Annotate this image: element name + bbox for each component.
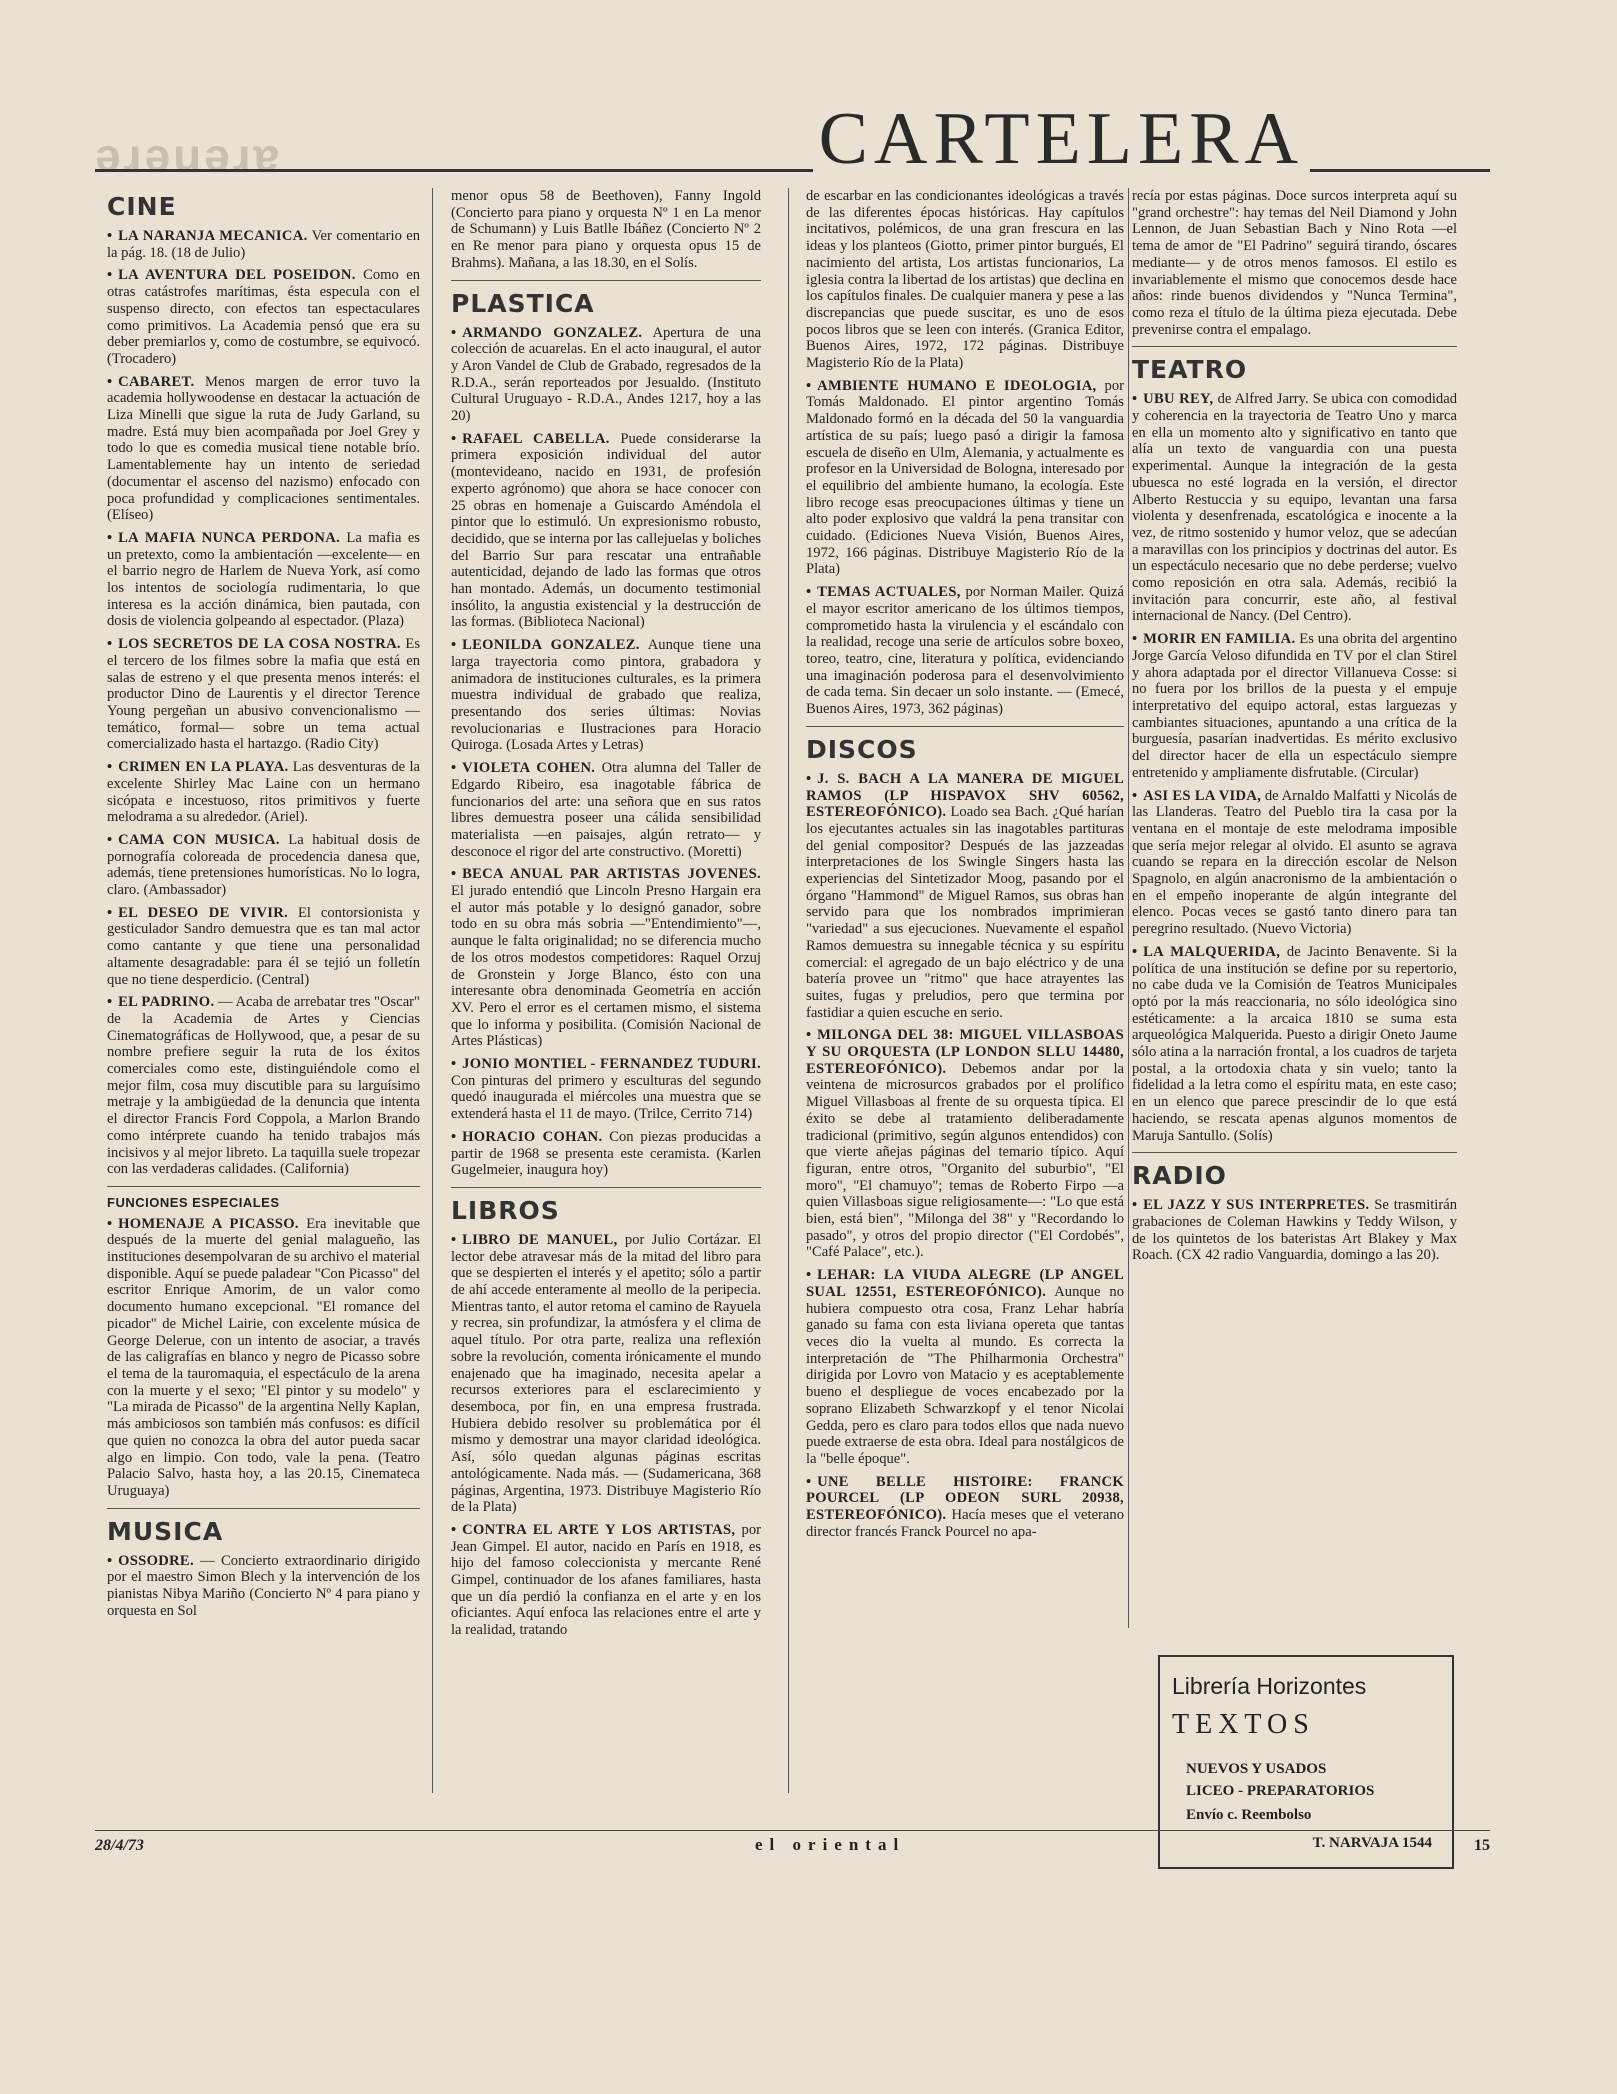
listing-title: CAMA CON MUSICA. <box>118 831 280 848</box>
column-4 <box>1132 188 1457 1793</box>
listing-item <box>1132 1197 1457 1264</box>
bullet-icon: • <box>451 1128 457 1145</box>
bleed-through-text: ǝɹǝuǝɹɐ <box>95 129 283 181</box>
ad-line: Envío c. Reembolso <box>1186 1807 1312 1823</box>
section-divider <box>107 1186 420 1187</box>
bullet-icon: • <box>806 584 812 601</box>
listing-title: LEHAR: LA VIUDA ALEGRE (LP ANGEL SUAL 12551, ESTEREOFÓNICO). <box>806 1267 1124 1300</box>
column-3 <box>806 188 1124 1793</box>
bullet-icon: • <box>806 377 812 394</box>
listing-title: MILONGA DEL 38: MIGUEL VILLASBOAS Y SU ORQUESTA (LP LONDON SLLU 14480, ESTEREOFÓNICO). <box>806 1027 1124 1077</box>
bullet-icon: • <box>451 430 457 447</box>
column-divider <box>1128 188 1129 1628</box>
section-heading-cine: CINE <box>107 192 177 221</box>
listing-item <box>451 866 761 1050</box>
listing-text: El jurado entendió que Lincoln Presno Hargain era el autor más potable y lo designó ganador, sobre todo en su obra más sobria —"Entendimiento"—, aunque le falta originalidad; no se diferencia mucho de los otros modestos competidores: Raquel Orzuj de Gronstein y Jorge Blanco, ésto con una interesante obra denominada Geometría en acción XV. Pero el error es el certamen mismo, el sistema que lo informa y posibilita. (Comisión Nacional de Artes Plásticas) <box>451 883 761 1050</box>
section-heading-radio: RADIO <box>1132 1161 1227 1191</box>
listing-title: J. S. BACH A LA MANERA DE MIGUEL RAMOS (LP HISPAVOX SHV 60562, ESTEREOFÓNICO). <box>806 770 1124 821</box>
listing-item <box>806 1027 1124 1261</box>
bullet-icon: • <box>107 1552 113 1569</box>
listing-item <box>451 1232 761 1516</box>
listing-text: por Julio Cortázar. El lector debe atravesar más de la mitad del libro para que se despierten el interés y el apetito; sólo a partir de ahí accede enteramente al meollo de la peripecia. Mientras tanto, el autor retoma el camino de Rayuela y recrea, sin profundizar, la atmósfera y el clima de aquel título. Por otra parte, realiza una reflexión sobre la revolución, comenta irónicamente el mundo enajenado que ha imaginado, necesita apelar a recursos exteriores para el esclarecimiento y desemboca, por fin, en una empresa frustrada. Hubiera debido resolver su problemática por él mismo y demostrar una mayor claridad ideológica. Así, sólo quedan algunas páginas escritas antológicamente. Nada más. — (Sudamericana, 368 páginas, Argentina, 1973. Distribuye Magisterio Río de la Plata) <box>451 1231 761 1516</box>
bullet-icon: • <box>107 831 113 848</box>
section-divider <box>1132 1152 1457 1153</box>
funciones-list <box>107 1216 420 1500</box>
section-divider <box>451 280 761 281</box>
listing-text: de Alfred Jarry. Se ubica con comodidad y coherencia en la trayectoria de Teatro Uno y marca en ella un momento alto y significativo en tanto que alía un texto de vanguardia con una puesta experimental. Aunque la integración de la gesta ubuesca no esté lograda en la versión, el director Alberto Restuccia y su equipo, levantan una farsa violenta y desenfrenada, escatológica e inocente a la vez, de ritmo sostenido y humor veloz, que se adecúan a maravillas con los principios y doctrinas del autor. Es un espectáculo necesario que no debe perderse; vuelvo como reposición en otra sala. Además, recibió la invitación para concurrir, este año, al festival internacional de Nancy. (Del Centro). <box>1132 391 1457 625</box>
listing-text: Aunque no hubiera compuesto otra cosa, Franz Lehar habría ganado su fama con esta liviana opereta que tantas veces dio la vuelta al mundo. Es correcta la interpretación de "The Philharmonia Orchestra" dirigida por Lovro von Matacio y es aceptablemente bueno el despliegue de voces encabezado por la soprano Elizabeth Schwarzkopf y el tenor Nicolai Gedda, pero es claro para todos ellos que nada nuevo puede extraerse de esta obra. Ideal para nostálgicos de la "belle époque". <box>806 1283 1124 1467</box>
section-heading-teatro: TEATRO <box>1132 355 1248 385</box>
page-number: 15 <box>1474 1837 1490 1854</box>
listing-text: Apertura de una colección de acuarelas. En el acto inaugural, el autor y Aron Vandel de Club de Grabado, regresados de la R.D.A., serán reporteados por Jesualdo. (Instituto Cultural Uruguayo - R.D.A., Andes 1217, hoy a las 20) <box>451 324 761 425</box>
listing-item <box>451 760 761 860</box>
listing-item <box>107 267 420 367</box>
column-divider <box>432 188 433 1793</box>
listing-title: HOMENAJE A PICASSO. <box>118 1215 299 1232</box>
listing-title: TEMAS ACTUALES, <box>817 584 961 601</box>
listing-title: RAFAEL CABELLA. <box>462 430 610 447</box>
listing-text: Aunque tiene una larga trayectoria como pintora, grabadora y animadora de instituciones culturales, es la primera muestra individual de grabado que realiza, presentando dos series últimas: Novias revolucionarias e Ilustraciones para Horacio Quiroga. (Losada Artes y Letras) <box>451 637 761 754</box>
listing-title: BECA ANUAL PAR ARTISTAS JOVENES. <box>462 866 761 883</box>
section-divider <box>451 1187 761 1188</box>
listing-item <box>806 771 1124 1022</box>
musica-list <box>107 1553 420 1620</box>
bullet-icon: • <box>107 529 113 546</box>
bullet-icon: • <box>1132 787 1138 804</box>
discos-list <box>806 771 1124 1541</box>
bullet-icon: • <box>806 1267 812 1284</box>
bullet-icon: • <box>1132 631 1138 648</box>
section-heading-plastica: PLASTICA <box>451 288 595 318</box>
section-heading-discos: DISCOS <box>806 734 918 764</box>
listing-text: de Jacinto Benavente. Si la política de una institución se define por su repertorio, no cabe duda ve la Comisión de Teatros Municipales optó por la más reaccionaria, no sólo ideológica sino estéticamente: a la arcaica 1810 se suma esta arqueológica Malquerida. Puesto a dirigir Oneto Jaume sólo atina a la narración frontal, a los cuadros de tarjeta postal, a la ortodoxia chata y sin vuelo; tanto la fidelidad a la letra como el espíritu mata, en este caso; en un elenco que parece prescindir de lo que está haciendo, se rescata apenas algunos momentos de Maruja Santullo. (Solís) <box>1132 943 1457 1144</box>
listing-text: Ver comentario en la pág. 18. (18 de Julio) <box>107 228 420 261</box>
libros-continuation: de escarbar en las condicionantes ideológicas a través de las diferentes épocas históricas. Hay capítulos incitativos, polémicos, de una gran frescura en las ideas y los planteos (Giotto, primer pintor burgués, El nacimiento del artista, Los artistas funcionarios, La iglesia contra la libertad de los artistas) que declina en los capítulos finales. De cualquier manera y pese a las discrepancias que puede suscitar, es uno de esos pocos libros que se leen con interés. (Granica Editor, Buenos Aires, 1972, 172 páginas. Distribuye Magisterio Río de la Plata) <box>806 188 1124 372</box>
listing-title: JONIO MONTIEL - FERNANDEZ TUDURI. <box>462 1056 761 1073</box>
listing-text: Otra alumna del Taller de Edgardo Ribeiro, esa inagotable fábrica de funcionarios del arte: una señora que en sus ratos libres demuestra poseer una cálida sensibilidad materialista —en paisajes, algún retrato— y desconoce el rigor del arte constructivo. (Moretti) <box>451 760 761 860</box>
listing-text: Hacía meses que el veterano director francés Franck Pourcel no apa- <box>806 1507 1124 1540</box>
listing-item <box>1132 391 1457 625</box>
listing-title: ARMANDO GONZALEZ. <box>462 324 643 341</box>
listing-item <box>1132 631 1457 781</box>
column-divider <box>788 188 789 1793</box>
discos-continuation: recía por estas páginas. Doce surcos interpreta aquí su "grand orchestre": hay temas del Neil Diamond y John Lennon, de Juan Sebastian Bach y Nino Rota —el tema de amor de "El Padrino" seguirá tirando, óscares mediante— y de otros menos famosos. El estilo es invariablemente el mismo que conocemos desde hace años: rinde buenos dividendos y "Nunca Termina", como reza el título de la última pieza ejecutada. Debe prevenirse contra el empalago. <box>1132 188 1457 338</box>
listing-item <box>451 325 761 425</box>
listing-text: por Jean Gimpel. El autor, nacido en París en 1918, es hijo del famoso coleccionista y mercante René Gimpel, continuador de los afanes familiares, hasta que un día perdió la confianza en el arte y en los oficiantes. Aquí enfoca las relaciones entre el arte y la realidad, tratando <box>451 1521 761 1639</box>
listing-text: Con pinturas del primero y esculturas del segundo quedó inaugurada el miércoles una muestra que se extenderá hasta el 11 de mayo. (Trilce, Cerrito 714) <box>451 1072 761 1123</box>
bullet-icon: • <box>1132 943 1138 960</box>
section-heading-libros: LIBROS <box>451 1195 560 1225</box>
bullet-icon: • <box>451 1056 457 1073</box>
bullet-icon: • <box>107 1215 113 1232</box>
listing-title: EL PADRINO. <box>118 994 215 1011</box>
listing-item <box>107 1553 420 1620</box>
listing-text: Es una obrita del argentino Jorge García Veloso difundida en TV por el clan Stirel y ahora adaptada por el director Villanueva Cosse: si no fuera por los brillos de la puesta y el empuje interpretativo del equipo actoral, estas larguezas y cambiantes situaciones, apuntando a una crítica de la burguesía, pasarían inadvertidas. Es mérito exclusivo del director hacer de ella un espectáculo siempre entretenido y ampliamente disfrutable. (Circular) <box>1132 631 1457 781</box>
bullet-icon: • <box>451 1521 457 1538</box>
musica-continuation: menor opus 58 de Beethoven), Fanny Ingold (Concierto para piano y orquesta Nº 1 en La menor de Schumann) y Luis Batlle Ibáñez (Concierto Nº 2 en Re menor para piano y orquesta opus 15 de Brahms). Mañana, a las 18.30, en el Solís. <box>451 188 761 271</box>
bullet-icon: • <box>451 1231 457 1248</box>
listing-title: CRIMEN EN LA PLAYA. <box>118 759 289 776</box>
bullet-icon: • <box>1132 1197 1138 1214</box>
column-2 <box>451 188 761 1793</box>
listing-title: LA AVENTURA DEL POSEIDON. <box>118 267 356 284</box>
listing-title: CABARET. <box>118 373 195 390</box>
listing-title: EL JAZZ Y SUS INTERPRETES. <box>1143 1197 1370 1214</box>
listing-item <box>451 1522 761 1639</box>
bullet-icon: • <box>107 759 113 776</box>
listing-title: LA MALQUERIDA, <box>1143 943 1281 960</box>
listing-text: Las desventuras de la excelente Shirley Mac Laine con un hermano sicópata e incestuoso, ritos primitivos y fuerte melodrama a su alrededor. (Ariel). <box>107 759 420 826</box>
ad-line: LICEO - PREPARATORIOS <box>1186 1783 1375 1799</box>
listing-item <box>1132 788 1457 938</box>
listing-title: ASI ES LA VIDA, <box>1143 787 1262 804</box>
bullet-icon: • <box>451 760 457 777</box>
listing-title: OSSODRE. <box>118 1552 194 1569</box>
section-divider <box>806 726 1124 727</box>
listing-item <box>1132 944 1457 1144</box>
listing-item <box>107 636 420 753</box>
listing-item <box>107 228 420 261</box>
listing-item <box>451 637 761 754</box>
listing-item <box>451 1056 761 1123</box>
bullet-icon: • <box>806 1027 812 1044</box>
listing-item <box>107 1216 420 1500</box>
bullet-icon: • <box>107 636 113 653</box>
ad-line: NUEVOS Y USADOS <box>1186 1761 1327 1777</box>
plastica-list <box>451 325 761 1179</box>
listing-title: LA NARANJA MECANICA. <box>118 228 308 244</box>
listing-item <box>806 584 1124 718</box>
listing-item <box>806 1474 1124 1541</box>
section-divider <box>107 1508 420 1509</box>
page-title: CARTELERA <box>813 100 1310 178</box>
listing-text: de Arnaldo Malfatti y Nicolás de las Llanderas. Teatro del Pueblo tira la casa por la ventana en el montaje de este melodrama imposible que sería mejor relegar al olvido. El asunto se agrava cuando se repara en la dirección escolar de Nelson Spagnolo, en algún anacronismo de la ambientación o en el empeño inoperante de algún integrante del elenco. Pocas veces se gastó tanto dinero para tan peregrino resultado. (Nuevo Victoria) <box>1132 787 1457 938</box>
listing-title: LEONILDA GONZALEZ. <box>462 637 640 654</box>
column-1 <box>107 188 420 1793</box>
radio-list <box>1132 1197 1457 1264</box>
listing-text: Es el tercero de los filmes sobre la mafia que está en salas de estreno y el que presenta menos interés: el productor Dino de Laurentis y el director Terence Young pergeñan un abusivo convencionalismo —temático, formal— sobre un tema actual comercializado hasta el hartazgo. (Radio City) <box>107 636 420 753</box>
listing-text: — Acaba de arrebatar tres "Oscar" de la Academia de Artes y Ciencias Cinematográficas de Hollywood, que, a pesar de su nombre prefiere seguir la ruta de los éxitos comerciales como este, distinguiéndole como el mejor film, cosa muy discutible para su larguísimo metraje y la ambigüedad de la denuncia que intenta el director Francis Ford Coppola, a Marlon Brando como intérprete cuando ha tenido trabajos más incisivos y al mejor libreto. La taquilla suele tropezar con las verdaderas calidades. (California) <box>107 994 420 1178</box>
teatro-list <box>1132 391 1457 1144</box>
issue-date: 28/4/73 <box>95 1837 144 1854</box>
listing-text: por Norman Mailer. Quizá el mayor escritor americano de los últimos tiempos, comprometido hasta la virulencia y el escándalo con la realidad, recoge una serie de artículos sobre boxeo, toreo, teatro, cine, literatura y política, evidenciando una imaginación poderosa para el desenvolvimiento de cada tema. Sin decaer un solo instante. — (Emecé, Buenos Aires, 1973, 362 páginas) <box>806 584 1124 718</box>
section-divider <box>1132 346 1457 347</box>
bullet-icon: • <box>806 770 812 787</box>
listing-title: LA MAFIA NUNCA PERDONA. <box>118 529 341 546</box>
listing-text: Con piezas producidas a partir de 1968 se presenta este ceramista. (Karlen Gugelmeier, inaugura hoy) <box>451 1128 761 1179</box>
listing-title: UNE BELLE HISTOIRE: FRANCK POURCEL (LP ODEON SURL 20938, ESTEREOFÓNICO). <box>806 1473 1124 1524</box>
bullet-icon: • <box>451 637 457 654</box>
listing-item <box>451 1129 761 1179</box>
masthead <box>95 98 1490 181</box>
listing-title: LOS SECRETOS DE LA COSA NOSTRA. <box>118 636 401 653</box>
listing-title: LIBRO DE MANUEL, <box>462 1231 618 1248</box>
ad-headline: TEXTOS <box>1172 1709 1315 1740</box>
listing-text: Loado sea Bach. ¿Qué harían los ejecutantes actuales sin las inagotables partituras del genial compositor? Después de las jazzeadas interpretaciones de los Swingle Singers hasta las experiencias del Sintetizador Moog, pasando por el órgano "Hammond" de Miguel Ramos, sus obras han servido para que los nombrados imprimieran "variedad" a sus ejecuciones. Nuevamente el español Ramos demuestra su innegable técnica y su espíritu comercial: el agregado de un bajo eléctrico y de una batería provee un "ritmo" que hace atrayentes las suites, fugas y preludios, pero que termina por fastidiar a quien escuche en serio. <box>806 804 1124 1021</box>
listing-text: — Concierto extraordinario dirigido por el maestro Simon Blech y la intervención de los pianistas Nibya Mariño (Concierto Nº 4 para piano y orquesta en Sol <box>107 1552 420 1619</box>
bullet-icon: • <box>107 267 113 284</box>
listing-text: La mafia es un pretexto, como la ambientación —excelente— en el barrio negro de Harlem de Nueva York, así como los intentos de sociología rudimentaria, lo que interesa es la acción dinámica, bien pautada, con dosis de violencia golpeando al espectador. (Plaza) <box>107 529 420 630</box>
listing-item <box>451 431 761 631</box>
ad-address: T. NARVAJA 1544 <box>1312 1835 1432 1851</box>
listing-item <box>107 994 420 1178</box>
listing-text: por Tomás Maldonado. El pintor argentino Tomás Maldonado formó en la década del 50 la vanguardia artística de su país; luego pasó a dirigir la famosa escuela de diseño en Ulm, Alemania, y actualmente es profesor en la Universidad de Bologna, interesado por el equilibrio del ambiente humano, la ecología. Este libro recoge esas preocupaciones últimas y tiene un alto poder explosivo que valdrá la pena transitar con cuidado. (Ediciones Nueva Visión, Buenos Aires, 1972, 166 páginas. Distribuye Magisterio Río de la Plata) <box>806 377 1124 578</box>
bullet-icon: • <box>107 904 113 921</box>
listing-title: CONTRA EL ARTE Y LOS ARTISTAS, <box>462 1521 736 1538</box>
listing-item <box>806 1267 1124 1467</box>
bullet-icon: • <box>107 373 113 390</box>
listing-text: Puede considerarse la primera exposición individual del autor (montevideano, nacido en 1931, de profesión experto agrónomo) que ahora se hace conocer con 25 obras en homenaje a Guiscardo Améndola el pintor que lo estimuló. Un expresionismo robusto, decidido, que se interna por las callejuelas y boliches del Barrio Sur para rescatar una entrañable autenticidad, dejando de lado las formas que otros han montado. Además, un documento testimonial insólito, la angustia existencial y la destrucción de las formas. (Biblioteca Nacional) <box>451 430 761 631</box>
bullet-icon: • <box>806 1473 812 1490</box>
listing-text: Como en otras catástrofes marítimas, ésta especula con el suspenso directo, con efectos tan espectaculares como primitivos. La Academia pensó que era su deber premiarlos y, como de costumbre, se equivocó. (Trocadero) <box>107 267 420 367</box>
section-heading-musica: MUSICA <box>107 1516 224 1546</box>
libros-list-2 <box>806 378 1124 718</box>
listing-title: EL DESEO DE VIVIR. <box>118 904 289 921</box>
listing-text: Era inevitable que después de la muerte del genial malagueño, las instituciones desempolvaran de su archivo el material disponible. Aquí se puede paladear "Con Picasso" del escritor Enrique Amorim, de un valor como documento humano excepcional. "El romance del picador" de Michel Lairie, con excelente música de George Delerue, con un intento de asociar, a través de las caligrafías en blanco y negro de Picasso sobre el tema de la tauromaquia, el espectáculo de la arena con la muerte y el sexo; "El pintor y su modelo" y "La mirada de Picasso" de la argentina Nelly Kaplan, más ambiciosos son también más confusos: es difícil que quien no conozca la obra del autor pueda sacar algo en limpio. Con todo, vale la pena. (Teatro Palacio Salvo, hasta hoy, a las 20.15, Cinemateca Uruguaya) <box>107 1215 420 1499</box>
listing-text: Se trasmitirán grabaciones de Coleman Hawkins y Teddy Wilson, y de los quintetos de los bateristas Art Blakey y Max Roach. (CX 42 radio Vanguardia, domingo a las 20). <box>1132 1197 1457 1264</box>
listing-title: MORIR EN FAMILIA. <box>1143 631 1296 648</box>
libros-list <box>451 1232 761 1639</box>
listing-title: UBU REY, <box>1143 391 1214 408</box>
listing-title: AMBIENTE HUMANO E IDEOLOGIA, <box>817 377 1097 394</box>
listing-item <box>107 905 420 989</box>
listing-title: HORACIO COHAN. <box>462 1128 603 1145</box>
listing-text: El contorsionista y gesticulador Sandro demuestra que es tan mal actor como cantante y que tiene una personalidad altamente desagradable: para él se tejió un folletín que no tiene desperdicio. (Central) <box>107 904 420 988</box>
listing-text: Menos margen de error tuvo la academia hollywoodense en destacar la actuación de Liza Minelli que sigue la ruta de Judy Garland, su madre. Está muy bien acompañada por Joel Grey y todo lo que es comedia musical tiene notable brío. Lamentablemente hay un intento de seriedad (documentar el ascenso del nazismo) enfocado con poca profundidad y complicaciones sentimentales. (Elíseo) <box>107 373 420 524</box>
cine-list <box>107 228 420 1178</box>
listing-text: Debemos andar por la veintena de microsurcos grabados por el prolífico Miguel Villasboas al frente de su orquesta típica. El éxito se debe al tratamiento deliberadamente tradicional (primitivo, según algunos entendidos) con que vierte añejas páginas del temario típico. Aquí figuran, entre otros, "Organito del suburbio", "El moro", "El chamuyo"; temas de Roberto Firpo —a quien Villasboas sigue religiosamente—: "Lo que está bien, está bien", "Milonga del 38" y "Recordando lo pasado", y otros del propio director ("El Cordobés", "Café Palace", etc.). <box>806 1060 1124 1261</box>
listing-item <box>107 759 420 826</box>
listing-title: VIOLETA COHEN. <box>462 760 596 777</box>
publication-name: el oriental <box>755 1835 906 1854</box>
ad-store-name: Librería Horizontes <box>1172 1673 1367 1699</box>
page-footer <box>95 1830 1490 1861</box>
listing-item <box>107 530 420 630</box>
listing-text: La habitual dosis de pornografía coloreada de procedencia danesa que, además, tiene pretensiones humorísticas. No lo logra, claro. (Ambassador) <box>107 831 420 899</box>
listing-item <box>107 832 420 899</box>
section-heading-funciones: FUNCIONES ESPECIALES <box>107 1194 280 1210</box>
bullet-icon: • <box>451 866 457 883</box>
listing-item <box>107 374 420 524</box>
listing-item <box>806 378 1124 578</box>
bullet-icon: • <box>107 994 113 1011</box>
bullet-icon: • <box>107 228 113 244</box>
bullet-icon: • <box>1132 391 1138 408</box>
bullet-icon: • <box>451 324 457 341</box>
